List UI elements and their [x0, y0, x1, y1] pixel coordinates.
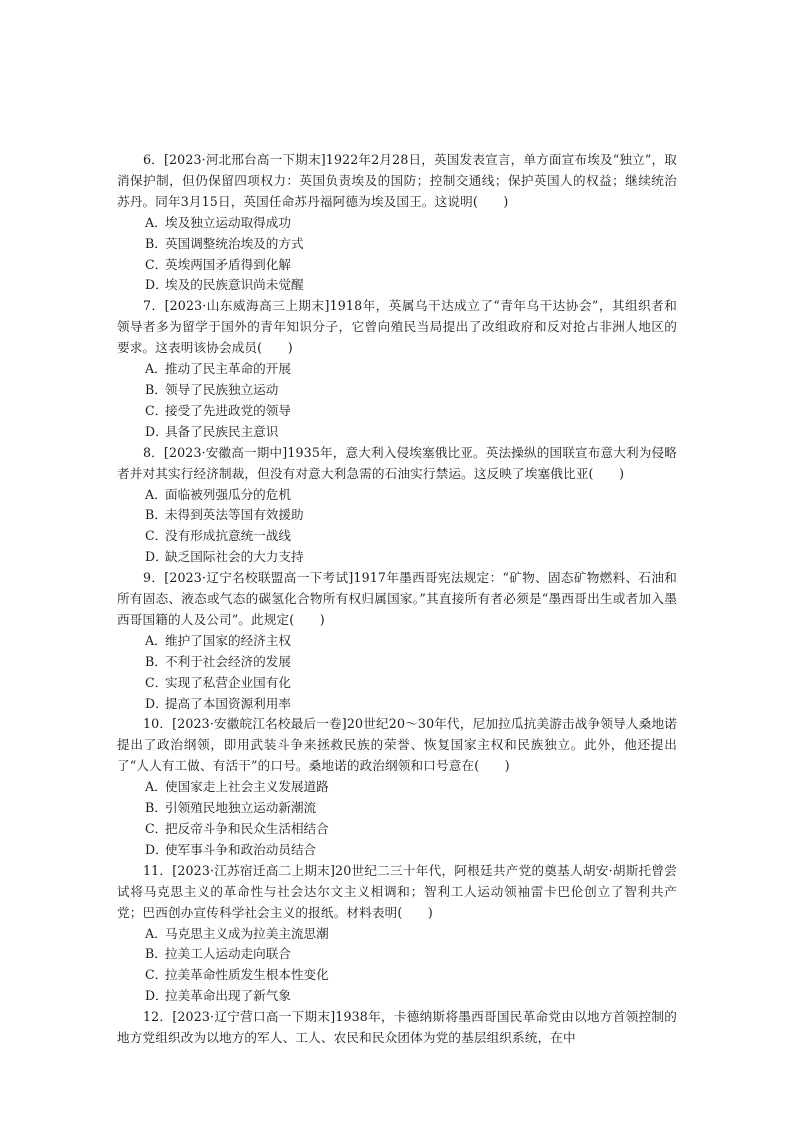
option-letter: A．: [145, 486, 167, 502]
answer-option: [117, 505, 677, 526]
option-letter: C．: [145, 821, 168, 836]
option-text: 推动了民主革命的开展: [165, 361, 291, 377]
question-12: [117, 1007, 677, 1049]
option-text: 维护了国家的经济主权: [165, 632, 291, 648]
option-text: 马克思主义成为拉美主流思潮: [165, 925, 329, 941]
question-10: [117, 714, 677, 860]
option-letter: C．: [145, 967, 168, 983]
option-text: 不利于社会经济的发展: [165, 653, 291, 669]
option-text: 拉美革命出现了新气象: [165, 988, 291, 1004]
answer-options: [117, 777, 677, 861]
option-letter: A．: [145, 779, 167, 795]
answer-option: [117, 631, 677, 652]
answer-options: [117, 631, 677, 715]
question-stem: 7．[2023·山东威海高三上期末]1918年，英属乌干达成立了“青年乌干达协会”，其组织者和领导者多为留学于国外的青年知识分子，它曾向殖民当局提出了改组政府和反对抢占非洲人地区的要求。这表明该协会成员( ): [117, 298, 677, 356]
answer-option: [117, 965, 677, 986]
option-letter: A．: [145, 925, 167, 941]
option-text: 实现了私营企业国有化: [165, 674, 291, 690]
question-9: [117, 568, 677, 714]
option-text: 英埃两国矛盾得到化解: [165, 256, 291, 272]
question-stem: 6．[2023·河北邢台高一下期末]1922年2月28日，英国发表宣言，单方面宣布埃及“独立”，取消保护制，但仍保留四项权力：英国负责埃及的国防；控制交通线；保护英国人的权益；继续统治苏丹。同年3月15日，英国任命苏丹福阿德为埃及国王。这说明( ): [117, 152, 677, 209]
option-letter: D．: [145, 695, 168, 711]
option-text: 未得到英法等国有效援助: [165, 507, 304, 523]
question-stem: 11．[2023·江苏宿迁高二上期末]20世纪二三十年代，阿根廷共产党的奠基人胡安·胡斯托曾尝试将马克思主义的革命性与社会达尔文主义相调和；智利工人运动领袖雷卡巴伦创立了智利共产党；巴西创办宣传科学社会主义的报纸。材料表明( ): [117, 862, 677, 920]
question-stem: 9．[2023·辽宁名校联盟高一下考试]1917年墨西哥宪法规定：“矿物、固态矿物燃料、石油和所有固态、液态或气态的碳氢化合物所有权归属国家。”其直接所有者必须是“墨西哥出生或者加入墨西哥国籍的人及公司”。此规定( ): [117, 570, 677, 627]
question-7: [117, 296, 677, 442]
question-stem: 8．[2023·安徽高一期中]1935年，意大利入侵埃塞俄比亚。英法操纵的国联宣布意大利为侵略者并对其实行经济制裁，但没有对意大利急需的石油实行禁运。这反映了埃塞俄比亚( ): [117, 444, 677, 481]
option-text: 拉美工人运动走向联合: [165, 946, 291, 962]
option-letter: B．: [145, 653, 167, 669]
answer-options: [117, 924, 677, 1008]
option-text: 缺乏国际社会的大力支持: [165, 549, 304, 565]
answer-option: [117, 798, 677, 819]
answer-option: [117, 485, 677, 506]
answer-option: [117, 275, 677, 296]
answer-option: [117, 234, 677, 255]
option-text: 拉美革命性质发生根本性变化: [165, 967, 329, 983]
answer-option: [117, 380, 677, 401]
question-11: [117, 861, 677, 1007]
answer-option: [117, 924, 677, 945]
option-text: 接受了先进政党的领导: [165, 402, 291, 418]
option-text: 英国调整统治埃及的方式: [165, 235, 304, 251]
answer-option: [117, 944, 677, 965]
answer-option: [117, 652, 677, 673]
answer-option: [117, 840, 677, 861]
answer-option: [117, 777, 677, 798]
option-text: 使军事斗争和政治动员结合: [165, 841, 317, 857]
option-letter: D．: [145, 277, 168, 293]
option-letter: B．: [145, 507, 167, 523]
option-text: 没有形成抗意统一战线: [165, 528, 291, 544]
question-6: [117, 150, 677, 296]
option-text: 引领殖民地独立运动新潮流: [165, 800, 317, 816]
option-text: 具备了民族民主意识: [165, 423, 279, 439]
option-text: 把反帝斗争和民众生活相结合: [165, 821, 329, 836]
option-letter: C．: [145, 402, 168, 418]
option-text: 使国家走上社会主义发展道路: [165, 779, 329, 795]
option-text: 面临被列强瓜分的危机: [165, 486, 291, 502]
option-letter: C．: [145, 256, 168, 272]
option-text: 埃及独立运动取得成功: [165, 214, 291, 230]
option-text: 埃及的民族意识尚未觉醒: [165, 277, 304, 293]
answer-option: [117, 986, 677, 1007]
option-letter: C．: [145, 528, 168, 544]
answer-option: [117, 359, 677, 380]
option-text: 提高了本国资源利用率: [165, 695, 291, 711]
answer-options: [117, 213, 677, 297]
answer-option: [117, 526, 677, 547]
answer-option: [117, 694, 677, 715]
question-8: [117, 443, 677, 568]
option-letter: B．: [145, 946, 167, 962]
answer-option: [117, 401, 677, 422]
answer-option: [117, 819, 677, 840]
question-stem: 12．[2023·辽宁营口高一下期末]1938年，卡德纳斯将墨西哥国民革命党由以地方首领控制的地方党组织改为以地方的军人、工人、农民和民众团体为党的基层组织系统，在中: [117, 1009, 677, 1046]
option-letter: D．: [145, 423, 168, 439]
option-letter: A．: [145, 214, 167, 230]
option-letter: D．: [145, 841, 168, 857]
option-letter: D．: [145, 988, 168, 1004]
answer-option: [117, 673, 677, 694]
question-sheet: [117, 150, 677, 1049]
option-text: 领导了民族独立运动: [165, 381, 279, 397]
option-letter: B．: [145, 381, 167, 397]
option-letter: B．: [145, 800, 167, 816]
option-letter: A．: [145, 632, 167, 648]
answer-option: [117, 422, 677, 443]
answer-options: [117, 485, 677, 569]
question-stem: 10．[2023·安徽皖江名校最后一卷]20世纪20～30年代，尼加拉瓜抗美游击战争领导人桑地诺提出了政治纲领，即用武装斗争来拯救民族的荣誉、恢复国家主权和民族独立。此外，他还提出了“人人有工做、有活干”的口号。桑地诺的政治纲领和口号意在( ): [117, 716, 677, 774]
answer-option: [117, 213, 677, 234]
option-letter: A．: [145, 361, 167, 377]
answer-options: [117, 359, 677, 443]
answer-option: [117, 547, 677, 568]
option-letter: D．: [145, 549, 168, 565]
option-letter: B．: [145, 235, 167, 251]
answer-option: [117, 255, 677, 276]
option-letter: C．: [145, 674, 168, 690]
